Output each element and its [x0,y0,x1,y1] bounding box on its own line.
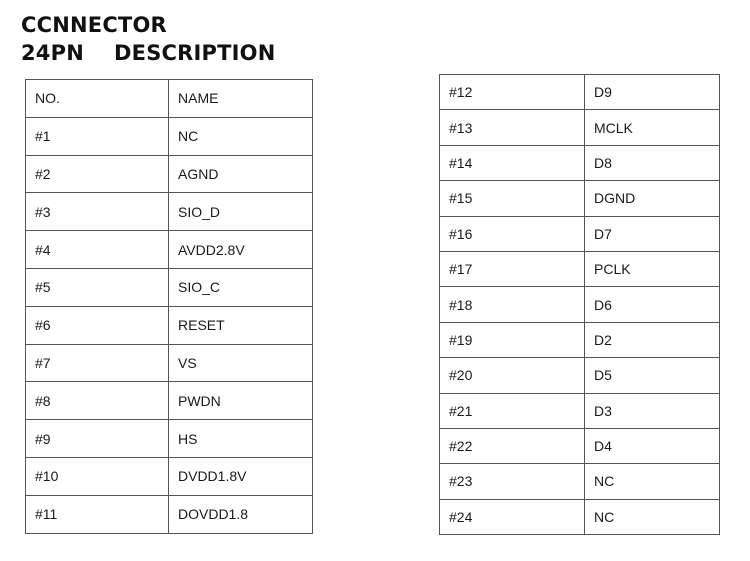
pin-number: #4 [26,231,169,269]
pin-number: #6 [26,306,169,344]
table-row [26,268,313,306]
table-row [26,457,313,495]
table-row [440,216,720,251]
pin-number: #3 [26,193,169,231]
pin-number: #23 [440,464,585,499]
table-row [26,306,313,344]
table-row [26,344,313,382]
pin-name: D5 [585,358,720,393]
table-row [440,110,720,145]
pin-number: #1 [26,117,169,155]
table-row [440,287,720,322]
table-row [26,231,313,269]
pin-name: NC [169,117,313,155]
title-line-2: 24PN DESCRIPTION [21,41,276,65]
pin-number: #16 [440,216,585,251]
pin-number: #22 [440,428,585,463]
pin-number: #10 [26,457,169,495]
pin-name: DVDD1.8V [169,457,313,495]
pin-number: #11 [26,495,169,533]
pin-name: D7 [585,216,720,251]
pin-name: NC [585,464,720,499]
pin-name: D4 [585,428,720,463]
table-row [26,382,313,420]
pin-name: D8 [585,145,720,180]
pin-name: MCLK [585,110,720,145]
pin-number: #9 [26,420,169,458]
title-line-1: CCNNECTOR [21,13,167,37]
table-row [440,322,720,357]
table-row [26,193,313,231]
pin-number: #8 [26,382,169,420]
table-row [26,495,313,533]
pin-name: HS [169,420,313,458]
pin-table-right [439,74,720,535]
pin-number: #17 [440,251,585,286]
pin-number: #19 [440,322,585,357]
pin-name: NC [585,499,720,534]
pin-number: #21 [440,393,585,428]
header-name: NAME [169,80,313,118]
pin-number: #24 [440,499,585,534]
pin-name: PWDN [169,382,313,420]
pin-name: RESET [169,306,313,344]
table-row [26,117,313,155]
table-row [26,155,313,193]
pin-name: DOVDD1.8 [169,495,313,533]
pin-number: #13 [440,110,585,145]
pin-table-left [25,79,313,534]
table-row [440,358,720,393]
pin-number: #15 [440,181,585,216]
table-row [26,420,313,458]
table-header-row [26,80,313,118]
table-row [440,499,720,534]
header-no: NO. [26,80,169,118]
pin-number: #20 [440,358,585,393]
pin-number: #5 [26,268,169,306]
pin-name: PCLK [585,251,720,286]
table-row [440,181,720,216]
pin-number: #7 [26,344,169,382]
table-row [440,464,720,499]
pin-number: #14 [440,145,585,180]
pin-name: DGND [585,181,720,216]
pin-name: D9 [585,75,720,110]
pin-name: SIO_D [169,193,313,231]
pin-number: #2 [26,155,169,193]
pin-name: AGND [169,155,313,193]
pin-number: #12 [440,75,585,110]
pin-name: D6 [585,287,720,322]
pin-number: #18 [440,287,585,322]
table-row [440,251,720,286]
table-row [440,393,720,428]
pin-name: SIO_C [169,268,313,306]
pin-name: D3 [585,393,720,428]
table-row [440,75,720,110]
table-row [440,428,720,463]
pin-name: AVDD2.8V [169,231,313,269]
table-row [440,145,720,180]
pin-name: D2 [585,322,720,357]
pin-name: VS [169,344,313,382]
